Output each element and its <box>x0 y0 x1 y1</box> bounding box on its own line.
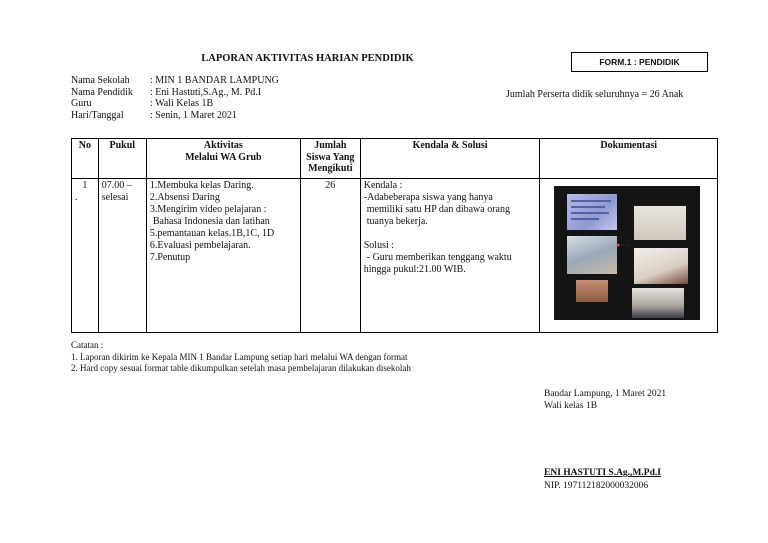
header-pukul: Pukul <box>98 139 146 179</box>
info-value: : Senin, 1 Maret 2021 <box>150 109 237 121</box>
cell-jumlah: 26 <box>300 179 360 333</box>
info-row-role <box>71 98 279 110</box>
activity-item: 5.pemantauan kelas.1B,1C, 1D <box>149 228 275 239</box>
row-number-dot: . <box>75 192 78 203</box>
header-aktivitas-line2: Melalui WA Grub <box>185 151 262 163</box>
info-label: Guru <box>71 98 92 109</box>
activity-item: 7.Penutup <box>149 252 191 263</box>
kendala-line: Kendala : <box>363 180 403 191</box>
photo-student-writing <box>567 236 617 274</box>
header-jumlah-line2: Siswa Yang <box>306 151 355 163</box>
info-row-teacher <box>71 87 279 99</box>
note-item: 2. Hard copy sesuai format table dikumpulkan setelah masa pembelajaran dilakukan disekolah <box>71 363 411 373</box>
photo-screen <box>567 194 617 230</box>
form-label-box: FORM.1 : PENDIDIK <box>571 52 708 72</box>
header-aktivitas-line1: Aktivitas <box>203 140 243 151</box>
info-label: Hari/Tanggal <box>71 109 124 121</box>
cell-no <box>72 179 99 333</box>
signature-block <box>544 388 666 412</box>
activity-item: Bahasa Indonesia dan latihan <box>152 216 270 227</box>
signature-nip: NIP. 197112182000032006 <box>544 481 649 491</box>
total-participants: Jumlah Perserta didik seluruhnya = 26 Anak <box>506 89 684 100</box>
photo-caption-overlay: ●·· · <box>616 242 630 249</box>
info-row-school <box>71 75 279 87</box>
header-no: No <box>72 139 99 179</box>
info-label: Nama Pendidik <box>71 86 133 98</box>
signature-role: Wali kelas 1B <box>544 401 598 411</box>
note-item: 1. Laporan dikirim ke Kepala MIN 1 Bandar Lampung setiap hari melalui WA dengan format <box>71 351 408 362</box>
report-title: LAPORAN AKTIVITAS HARIAN PENDIDIK <box>201 53 414 64</box>
kendala-line: memiliki satu HP dan dibawa orang <box>366 204 510 215</box>
photo-student-desk <box>632 288 684 318</box>
kendala-line: -Adabeberapa siswa yang hanya <box>363 192 493 203</box>
table-header-row <box>72 139 718 179</box>
time-line2: selesai <box>101 192 129 203</box>
kendala-line: Solusi : <box>363 240 395 251</box>
cell-kendala <box>360 179 540 333</box>
info-value: : MIN 1 BANDAR LAMPUNG <box>150 75 279 86</box>
time-line1: 07.00 – <box>101 180 132 191</box>
photo-student-studying <box>634 248 688 284</box>
row-number: 1 <box>82 180 88 191</box>
kendala-line: tuanya bekerja. <box>366 216 428 227</box>
info-block <box>71 75 279 121</box>
header-jumlah-line3: Mengikuti <box>308 163 353 174</box>
info-row-date <box>71 110 279 122</box>
notes-block <box>71 340 411 375</box>
activity-item: 3.Mengirim video pelajaran : <box>149 204 267 215</box>
cell-aktivitas <box>146 179 300 333</box>
header-dokumentasi: Dokumentasi <box>540 139 718 179</box>
header-aktivitas <box>146 139 300 179</box>
photo-worksheet <box>634 206 686 240</box>
photo-student-face <box>576 280 608 302</box>
kendala-line: hingga pukul:21.00 WIB. <box>363 264 466 275</box>
signature-place-date: Bandar Lampung, 1 Maret 2021 <box>544 389 667 399</box>
info-value: : Eni Hastuti,S.Ag., M. Pd.I <box>150 86 262 98</box>
signature-name: ENI HASTUTI S.Ag.,M.Pd.I <box>544 468 661 478</box>
activity-item: 2.Absensi Daring <box>149 192 220 203</box>
info-value: : Wali Kelas 1B <box>150 98 214 109</box>
notes-heading: Catatan : <box>71 340 104 350</box>
kendala-line: - Guru memberikan tenggang waktu <box>366 252 512 263</box>
header-jumlah <box>300 139 360 179</box>
header-kendala: Kendala & Solusi <box>360 139 540 179</box>
header-jumlah-line1: Jumlah <box>314 140 347 151</box>
kendala-line <box>364 228 537 240</box>
activity-item: 1.Membuka kelas Daring. <box>149 180 254 191</box>
info-label: Nama Sekolah <box>71 75 130 86</box>
cell-pukul <box>98 179 146 333</box>
documentation-photo-collage <box>554 186 700 320</box>
activity-item: 6.Evaluasi pembelajaran. <box>149 240 251 251</box>
